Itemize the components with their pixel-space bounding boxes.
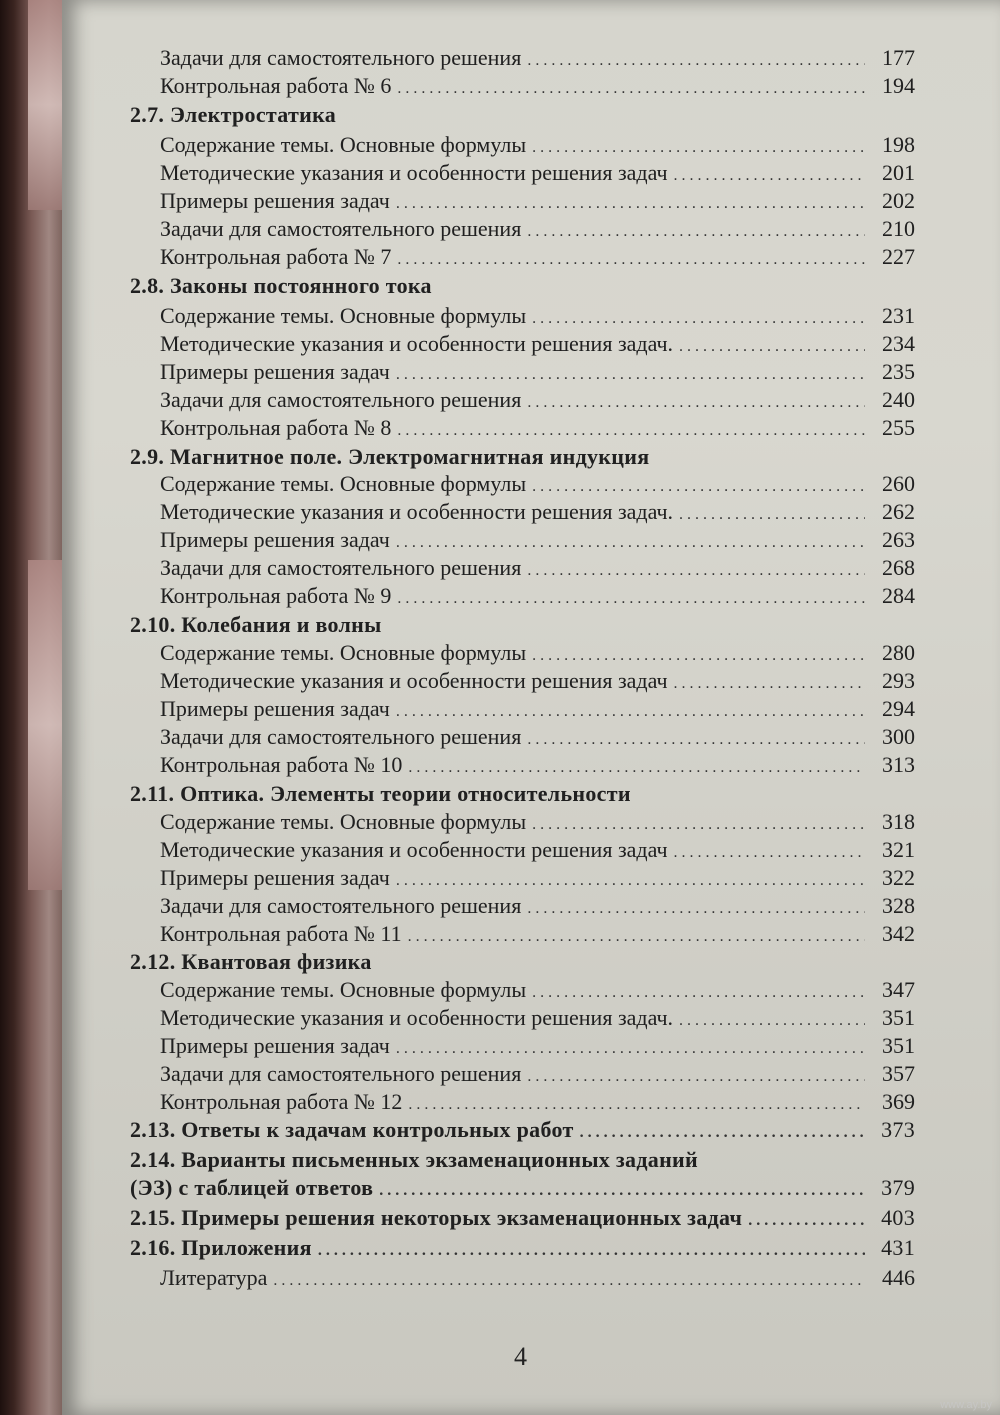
toc-label: 2.11. Оптика. Элементы теории относительности xyxy=(130,781,631,806)
toc-label: Контрольная работа № 12 xyxy=(160,1089,403,1114)
toc-page-number: 351 xyxy=(882,1005,915,1030)
toc-label: Методические указания и особенности решения задач. xyxy=(160,331,674,356)
toc-entry xyxy=(160,723,915,751)
toc-page-number: 202 xyxy=(882,188,915,213)
toc-section xyxy=(130,1146,915,1174)
toc-label: Примеры решения задач xyxy=(160,865,390,890)
toc-entry xyxy=(160,159,915,187)
toc-label: 2.15. Примеры решения некоторых экзаменационных задач xyxy=(130,1205,743,1230)
toc-label: 2.7. Электростатика xyxy=(130,102,337,127)
toc-entry xyxy=(160,44,915,72)
toc-section xyxy=(130,1234,915,1262)
toc-label: 2.9. Магнитное поле. Электромагнитная индукция xyxy=(130,444,650,469)
toc-label: Литература xyxy=(160,1265,268,1290)
toc-page-number: 373 xyxy=(881,1117,915,1142)
toc-entry xyxy=(160,808,915,836)
toc-page-number: 431 xyxy=(881,1235,915,1260)
dot-leader xyxy=(379,1177,865,1205)
toc-page-number: 284 xyxy=(882,583,915,608)
toc-entry xyxy=(160,330,915,358)
dot-leader xyxy=(532,979,865,1007)
toc-section xyxy=(130,101,915,129)
toc-label: Задачи для самостоятельного решения xyxy=(160,45,522,70)
toc-page-number: 293 xyxy=(882,668,915,693)
toc-entry xyxy=(160,414,915,442)
dot-leader xyxy=(396,361,865,389)
dot-leader xyxy=(532,811,865,839)
toc-label: Содержание темы. Основные формулы xyxy=(160,132,527,157)
toc-label: Задачи для самостоятельного решения xyxy=(160,387,522,412)
dot-leader xyxy=(408,1091,865,1119)
toc-entry xyxy=(160,243,915,271)
toc-page-number: 235 xyxy=(882,359,915,384)
toc-entry xyxy=(160,1004,915,1032)
toc-entry xyxy=(160,386,915,414)
toc-entry xyxy=(160,470,915,498)
toc-page-number: 342 xyxy=(882,921,915,946)
toc-label: 2.16. Приложения xyxy=(130,1235,312,1260)
toc-label: Задачи для самостоятельного решения xyxy=(160,893,522,918)
toc-page-number: 351 xyxy=(882,1033,915,1058)
toc-section xyxy=(130,272,915,300)
toc-entry xyxy=(160,892,915,920)
toc-label: Задачи для самостоятельного решения xyxy=(160,555,522,580)
toc-entry xyxy=(160,498,915,526)
toc-entry xyxy=(160,526,915,554)
dot-leader xyxy=(397,417,865,445)
dot-leader xyxy=(580,1119,865,1147)
toc-label: 2.12. Квантовая физика xyxy=(130,949,372,974)
toc-page-number: 255 xyxy=(882,415,915,440)
toc-label: Контрольная работа № 7 xyxy=(160,244,392,269)
toc-page-number: 403 xyxy=(881,1205,915,1230)
toc-page-number: 227 xyxy=(882,244,915,269)
dot-leader xyxy=(397,246,865,274)
toc-label: Методические указания и особенности решения задач xyxy=(160,160,668,185)
dot-leader xyxy=(532,305,865,333)
toc-entry xyxy=(160,1060,915,1088)
toc-label: Примеры решения задач xyxy=(160,359,390,384)
toc-entry xyxy=(160,358,915,386)
dot-leader xyxy=(527,726,865,754)
toc-section xyxy=(130,780,915,808)
dot-leader xyxy=(318,1237,865,1265)
toc-entry xyxy=(160,667,915,695)
toc-label: Методические указания и особенности решения задач. xyxy=(160,499,674,524)
dot-leader xyxy=(273,1267,865,1295)
toc-entry xyxy=(160,695,915,723)
toc-entry xyxy=(160,554,915,582)
toc-section xyxy=(130,1204,915,1232)
toc-page-number: 357 xyxy=(882,1061,915,1086)
dot-leader xyxy=(396,529,865,557)
dot-leader xyxy=(532,642,865,670)
toc-entry xyxy=(160,1264,915,1292)
toc-label: Методические указания и особенности решения задач. xyxy=(160,1005,674,1030)
dot-leader xyxy=(527,47,865,75)
toc-page-number: 268 xyxy=(882,555,915,580)
toc-entry xyxy=(160,639,915,667)
toc-label: Контрольная работа № 6 xyxy=(160,73,392,98)
toc-label: (ЭЗ) с таблицей ответов xyxy=(130,1175,374,1200)
toc-entry xyxy=(160,976,915,1004)
toc-label: Контрольная работа № 8 xyxy=(160,415,392,440)
toc-section xyxy=(130,1174,915,1202)
toc-page-number: 201 xyxy=(882,160,915,185)
toc-label: Примеры решения задач xyxy=(160,188,390,213)
toc-label: Примеры решения задач xyxy=(160,1033,390,1058)
dot-leader xyxy=(397,585,865,613)
toc-page-number: 210 xyxy=(882,216,915,241)
toc-page-number: 369 xyxy=(882,1089,915,1114)
toc-page-number: 263 xyxy=(882,527,915,552)
toc-page-number: 177 xyxy=(882,45,915,70)
toc-label: 2.14. Варианты письменных экзаменационных заданий xyxy=(130,1147,699,1172)
toc-page-number: 234 xyxy=(882,331,915,356)
page-number: 4 xyxy=(514,1342,527,1371)
dot-leader xyxy=(674,839,865,867)
dot-leader xyxy=(748,1207,865,1235)
toc-page-number: 198 xyxy=(882,132,915,157)
toc-page-number: 300 xyxy=(882,724,915,749)
toc-entry xyxy=(160,582,915,610)
dot-leader xyxy=(396,867,865,895)
toc-section xyxy=(130,1116,915,1144)
dot-leader xyxy=(527,389,865,417)
toc-page-number: 294 xyxy=(882,696,915,721)
toc-label: Контрольная работа № 9 xyxy=(160,583,392,608)
toc-label: 2.13. Ответы к задачам контрольных работ xyxy=(130,1117,574,1142)
toc-page-number: 313 xyxy=(882,752,915,777)
dot-leader xyxy=(396,1035,865,1063)
toc-label: Задачи для самостоятельного решения xyxy=(160,216,522,241)
toc-section xyxy=(130,948,915,976)
dot-leader xyxy=(408,923,865,951)
toc-page-number: 321 xyxy=(882,837,915,862)
toc-entry xyxy=(160,187,915,215)
toc-label: Контрольная работа № 11 xyxy=(160,921,402,946)
toc-page-number: 322 xyxy=(882,865,915,890)
toc-entry xyxy=(160,1088,915,1116)
toc-page-number: 240 xyxy=(882,387,915,412)
toc-page-number: 280 xyxy=(882,640,915,665)
dot-leader xyxy=(674,162,865,190)
toc-page-number: 231 xyxy=(882,303,915,328)
toc-page-number: 347 xyxy=(882,977,915,1002)
toc-page-number: 318 xyxy=(882,809,915,834)
toc-label: Задачи для самостоятельного решения xyxy=(160,1061,522,1086)
toc-label: Содержание темы. Основные формулы xyxy=(160,303,527,328)
dot-leader xyxy=(532,473,865,501)
toc-entry xyxy=(160,751,915,779)
toc-page-number: 262 xyxy=(882,499,915,524)
dot-leader xyxy=(397,75,865,103)
toc-page-number: 379 xyxy=(881,1175,915,1200)
toc-label: Задачи для самостоятельного решения xyxy=(160,724,522,749)
toc-page-number: 260 xyxy=(882,471,915,496)
toc-label: Содержание темы. Основные формулы xyxy=(160,977,527,1002)
toc-entry xyxy=(160,836,915,864)
toc-entry xyxy=(160,131,915,159)
dot-leader xyxy=(527,218,865,246)
toc-label: Примеры решения задач xyxy=(160,527,390,552)
dot-leader xyxy=(527,557,865,585)
dot-leader xyxy=(527,1063,865,1091)
dot-leader xyxy=(408,754,865,782)
toc-label: Методические указания и особенности решения задач xyxy=(160,668,668,693)
toc-page-number: 194 xyxy=(882,73,915,98)
toc-label: Содержание темы. Основные формулы xyxy=(160,809,527,834)
toc-label: Содержание темы. Основные формулы xyxy=(160,640,527,665)
dot-leader xyxy=(396,698,865,726)
toc-label: Методические указания и особенности решения задач xyxy=(160,837,668,862)
toc-page-number: 446 xyxy=(882,1265,915,1290)
toc-label: Содержание темы. Основные формулы xyxy=(160,471,527,496)
dot-leader xyxy=(679,501,865,529)
toc-section xyxy=(130,443,915,471)
toc-entry xyxy=(160,1032,915,1060)
toc-page-number: 328 xyxy=(882,893,915,918)
toc-entry xyxy=(160,72,915,100)
dot-leader xyxy=(527,895,865,923)
toc-label: Примеры решения задач xyxy=(160,696,390,721)
toc-entry xyxy=(160,302,915,330)
toc-section xyxy=(130,611,915,639)
dot-leader xyxy=(674,670,865,698)
watermark: www.ay.by xyxy=(940,1399,992,1411)
toc-label: 2.10. Колебания и волны xyxy=(130,612,382,637)
toc-label: Контрольная работа № 10 xyxy=(160,752,403,777)
toc-entry xyxy=(160,864,915,892)
dot-leader xyxy=(532,134,865,162)
toc-entry xyxy=(160,215,915,243)
toc-entry xyxy=(160,920,915,948)
toc-label: 2.8. Законы постоянного тока xyxy=(130,273,432,298)
dot-leader xyxy=(679,333,865,361)
dot-leader xyxy=(396,190,865,218)
dot-leader xyxy=(679,1007,865,1035)
